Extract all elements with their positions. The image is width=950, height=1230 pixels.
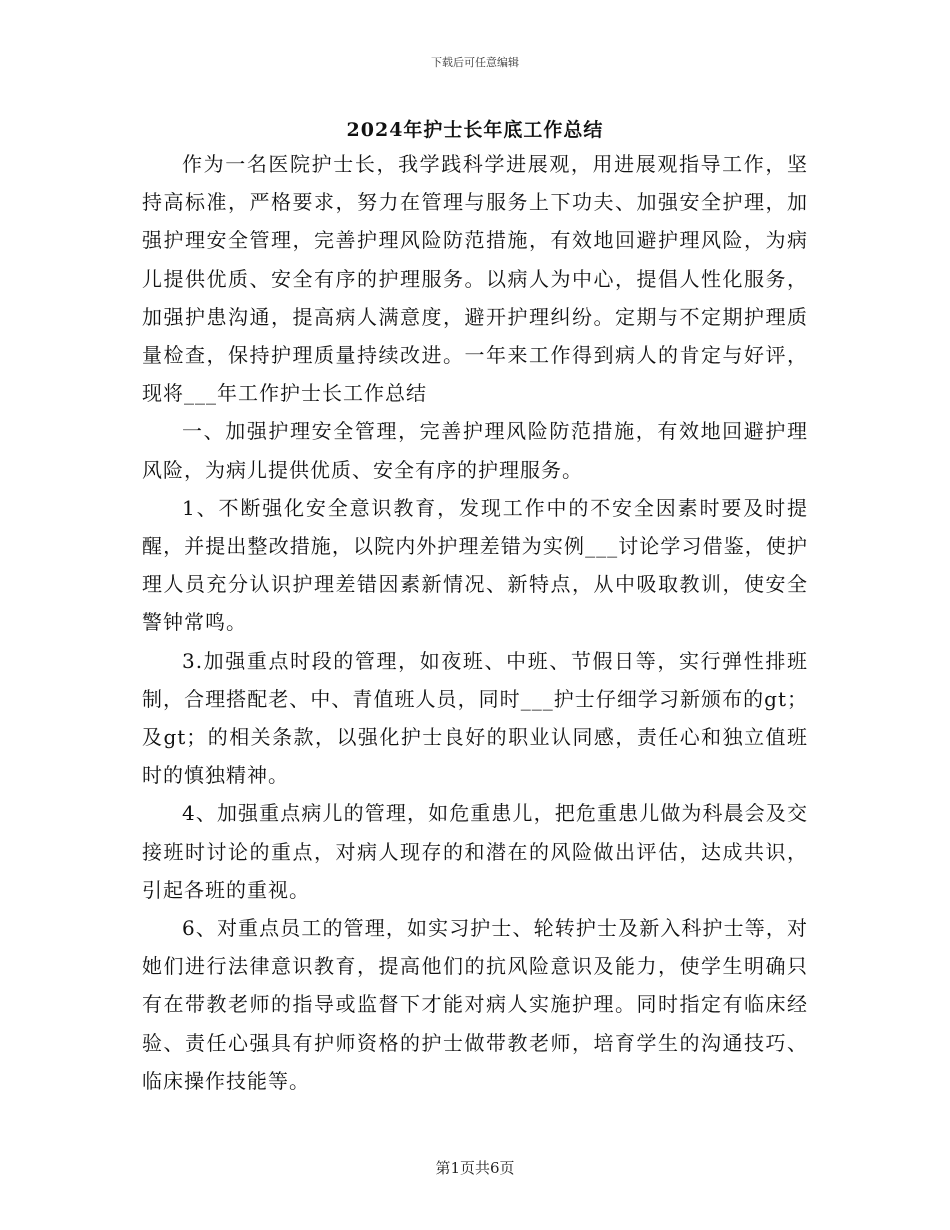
document-title: 2024年护士长年底工作总结 — [346, 119, 604, 141]
paragraph-item-3: 3.加强重点时段的管理，如夜班、中班、节假日等，实行弹性排班制，合理搭配老、中、青值班人员，同时___护士仔细学习新颁布的gt；及gt；的相关条款，以强化护士良好的职业认同感，责任心和独立值班时的慎独精神。 — [142, 648, 808, 788]
paragraph-intro: 作为一名医院护士长，我学践科学进展观，用进展观指导工作，坚持高标准，严格要求，努力在管理与服务上下功夫、加强安全护理，加强护理安全管理，完善护理风险防范措施，有效地回避护理风险，为病儿提供优质、安全有序的护理服务。以病人为中心，提倡人性化服务，加强护患沟通，提高病人满意度，避开护理纠纷。定期与不定期护理质量检查，保持护理质量持续改进。一年来工作得到病人的肯定与好评，现将___年工作护士长工作总结 — [142, 152, 808, 406]
paragraph-item-6: 6、对重点员工的管理，如实习护士、轮转护士及新入科护士等，对她们进行法律意识教育，提高他们的抗风险意识及能力，使学生明确只有在带教老师的指导或监督下才能对病人实施护理。同时指定有临床经验、责任心强具有护师资格的护士做带教老师，培育学生的沟通技巧、临床操作技能等。 — [142, 916, 808, 1093]
page-number: 第1页共6页 — [435, 1159, 515, 1177]
paragraph-section-1: 一、加强护理安全管理，完善护理风险防范措施，有效地回避护理风险，为病儿提供优质、安全有序的护理服务。 — [142, 419, 808, 482]
document-body — [142, 145, 808, 1100]
paragraph-item-4: 4、加强重点病儿的管理，如危重患儿，把危重患儿做为科晨会及交接班时讨论的重点，对病人现存的和潜在的风险做出评估，达成共识，引起各班的重视。 — [142, 801, 808, 902]
header-note: 下载后可任意编辑 — [431, 56, 519, 69]
paragraph-item-1: 1、不断强化安全意识教育，发现工作中的不安全因素时要及时提醒，并提出整改措施，以院内外护理差错为实例___讨论学习借鉴，使护理人员充分认识护理差错因素新情况、新特点，从中吸取教训，使安全警钟常鸣。 — [142, 495, 808, 635]
